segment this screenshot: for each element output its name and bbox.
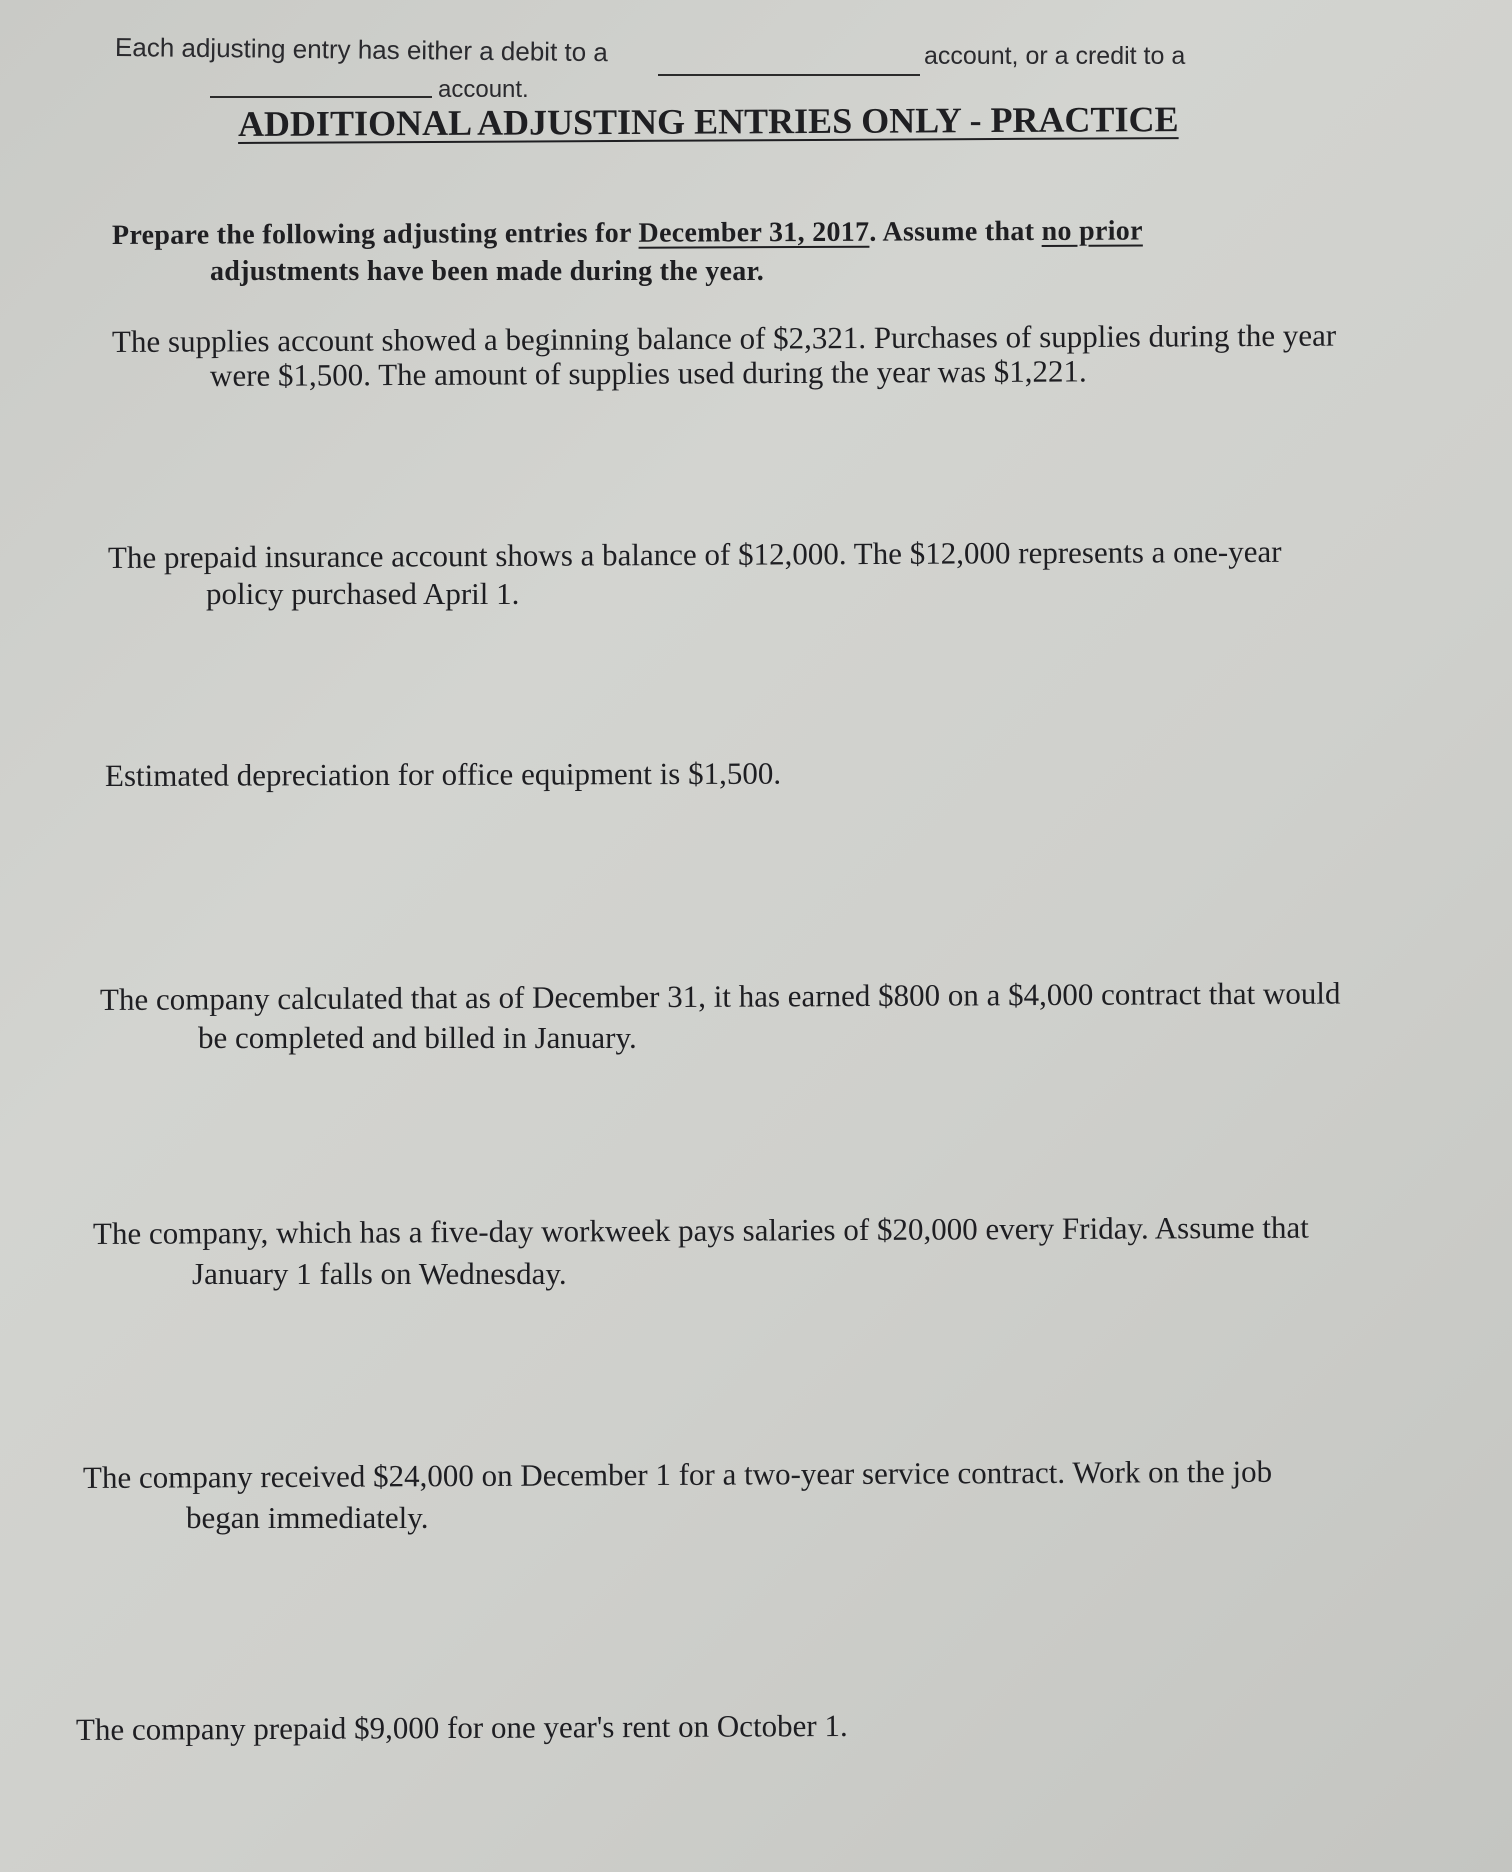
instructions-part-1: Prepare the following adjusting entries for <box>111 217 632 251</box>
problem-5-line-1: The company, which has a five-day workweek pays salaries of $20,000 every Friday. Assume that <box>92 1209 1309 1251</box>
instructions-date: December 31, 2017 <box>638 216 870 249</box>
page-title: ADDITIONAL ADJUSTING ENTRIES ONLY - PRACTICE <box>237 99 1179 144</box>
problem-1-line-2: were $1,500. The amount of supplies used during the year was $1,221. <box>209 353 1087 393</box>
fill-blank-text-1: Each adjusting entry has either a debit to a <box>114 32 609 68</box>
problem-5-line-2: January 1 falls on Wednesday. <box>192 1256 567 1291</box>
problem-4-line-1: The company calculated that as of December 31, it has earned $800 on a $4,000 contract that would <box>99 975 1341 1017</box>
problem-1-line-1: The supplies account showed a beginning balance of $2,321. Purchases of supplies during the year <box>111 317 1337 359</box>
problem-7-line-1: The company prepaid $9,000 for one year's rent on October 1. <box>75 1707 848 1747</box>
fill-blank-text-3: account. <box>438 76 529 103</box>
instructions-line-2: adjustments have been made during the year. <box>210 256 764 287</box>
fill-blank-text-2: account, or a credit to a <box>924 42 1186 70</box>
problem-6-line-2: began immediately. <box>186 1500 429 1535</box>
problem-2-line-1: The prepaid insurance account shows a balance of $12,000. The $12,000 represents a one-year <box>107 533 1282 575</box>
problem-4-line-2: be completed and billed in January. <box>198 1020 637 1055</box>
fill-blank-1[interactable] <box>658 74 920 76</box>
instructions-no-prior: no prior <box>1041 215 1143 247</box>
problem-3-line-1: Estimated depreciation for office equipment is $1,500. <box>104 755 782 793</box>
fill-blank-2[interactable] <box>210 96 432 98</box>
instructions-part-2: . Assume that <box>869 215 1035 248</box>
instructions-line-1 <box>111 215 1143 251</box>
problem-2-line-2: policy purchased April 1. <box>206 576 520 611</box>
problem-6-line-1: The company received $24,000 on December 1 for a two-year service contract. Work on the job <box>82 1453 1273 1495</box>
